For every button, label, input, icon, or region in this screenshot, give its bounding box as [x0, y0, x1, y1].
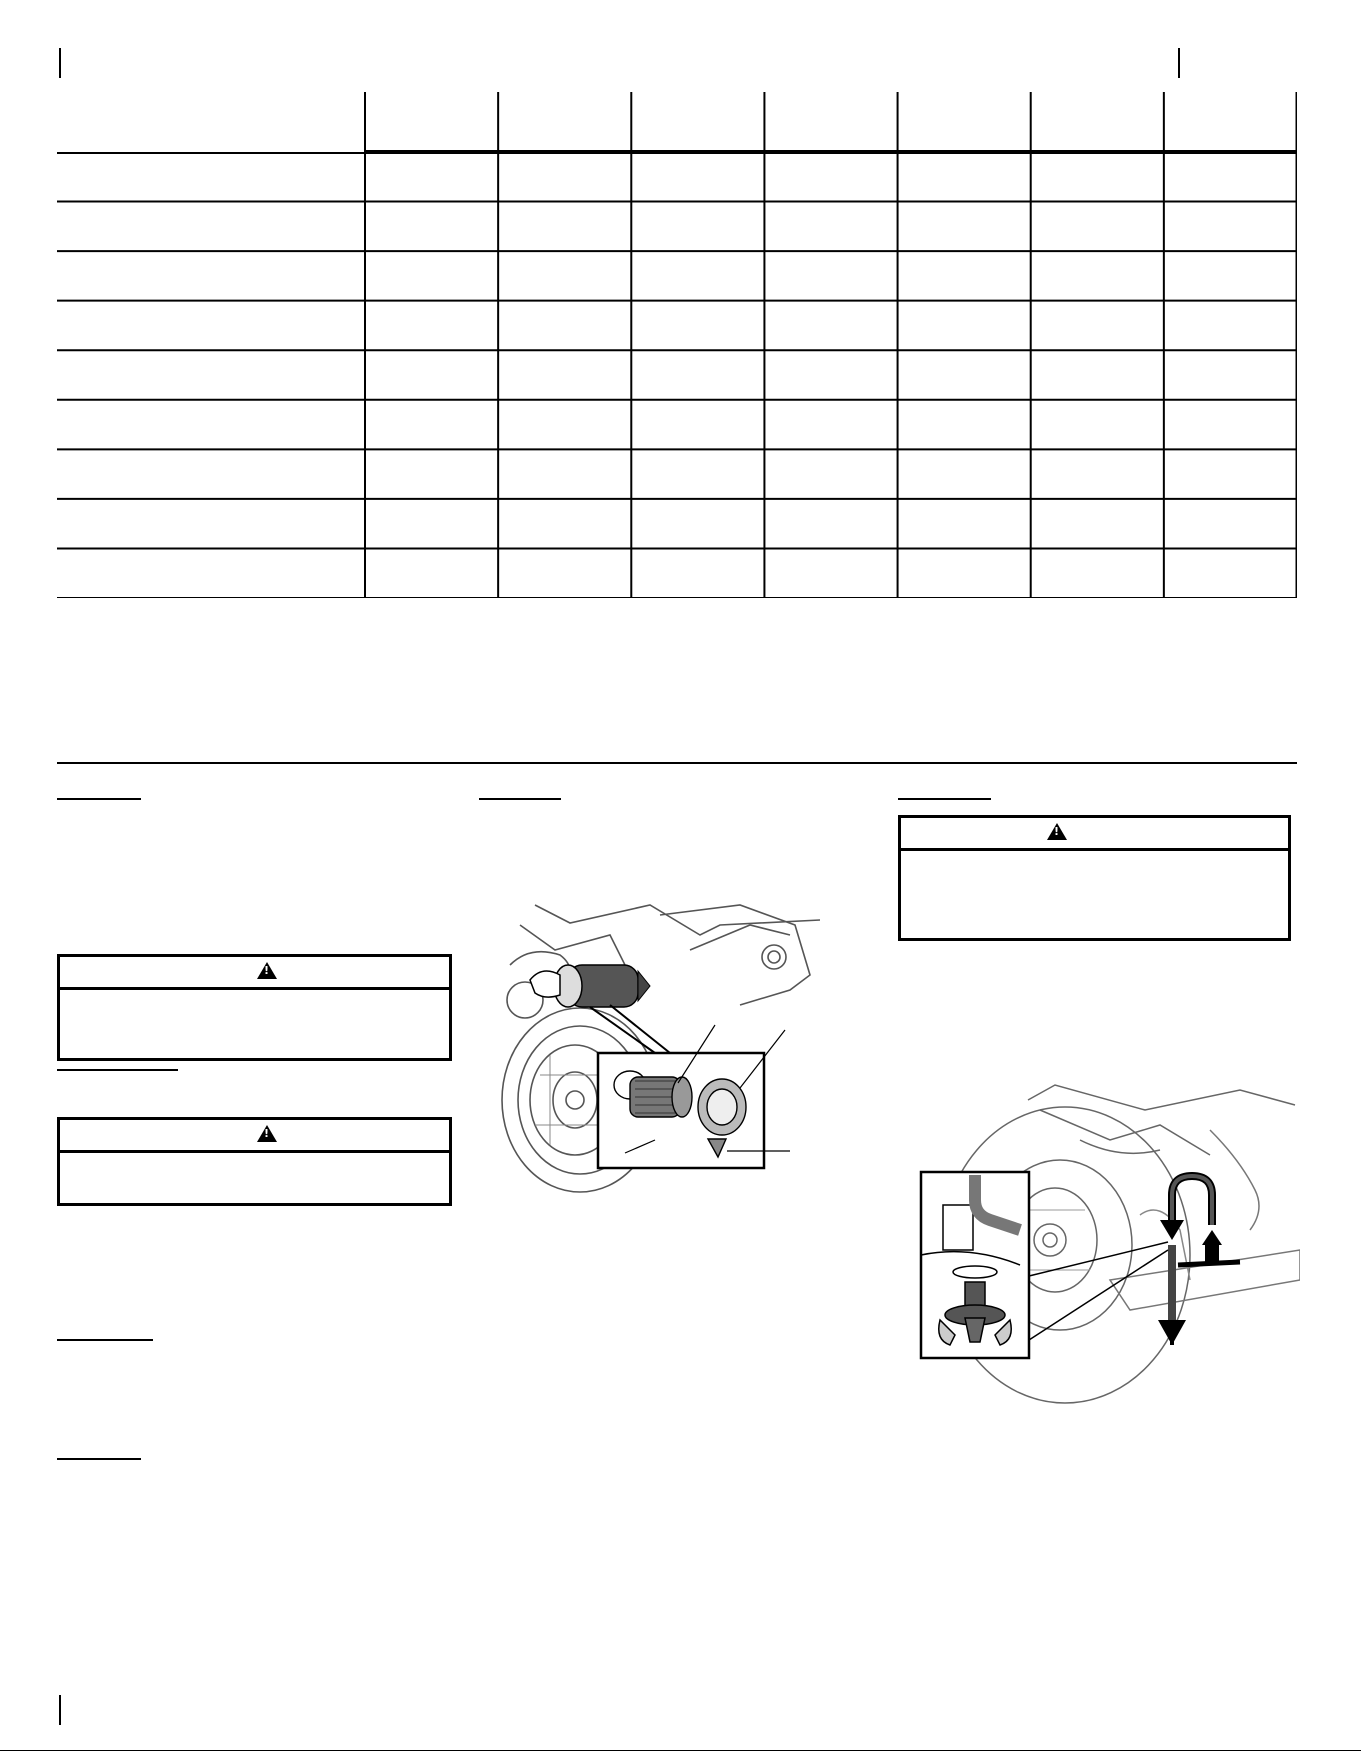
oil-drain-illustration: [910, 1080, 1300, 1410]
middle-heading-underline: [479, 798, 561, 800]
crop-mark-bottom-left: [59, 1695, 61, 1725]
warning-triangle-icon: [257, 962, 277, 979]
warning-bar: [60, 1120, 449, 1153]
maintenance-table-grid: [57, 92, 1297, 598]
crop-mark-top-left: [59, 48, 61, 78]
warning-box-3: [898, 815, 1291, 941]
warning-bar: [60, 957, 449, 990]
maintenance-table: [57, 92, 1297, 598]
section-divider: [57, 762, 1297, 764]
left-heading-4-underline: [57, 1458, 141, 1460]
left-heading-1-underline: [57, 798, 141, 800]
right-heading-underline: [898, 798, 991, 800]
warning-triangle-icon: [257, 1125, 277, 1142]
left-heading-3-underline: [57, 1339, 153, 1341]
warning-bar: [901, 818, 1288, 851]
air-filter-illustration: [490, 895, 820, 1195]
left-heading-2-underline: [57, 1069, 178, 1071]
warning-box-2: [57, 1117, 452, 1206]
warning-triangle-icon: [1047, 823, 1067, 840]
crop-mark-top-right: [1178, 48, 1180, 78]
crop-mark-bottom-line: [0, 1750, 1361, 1751]
warning-box-1: [57, 954, 452, 1061]
